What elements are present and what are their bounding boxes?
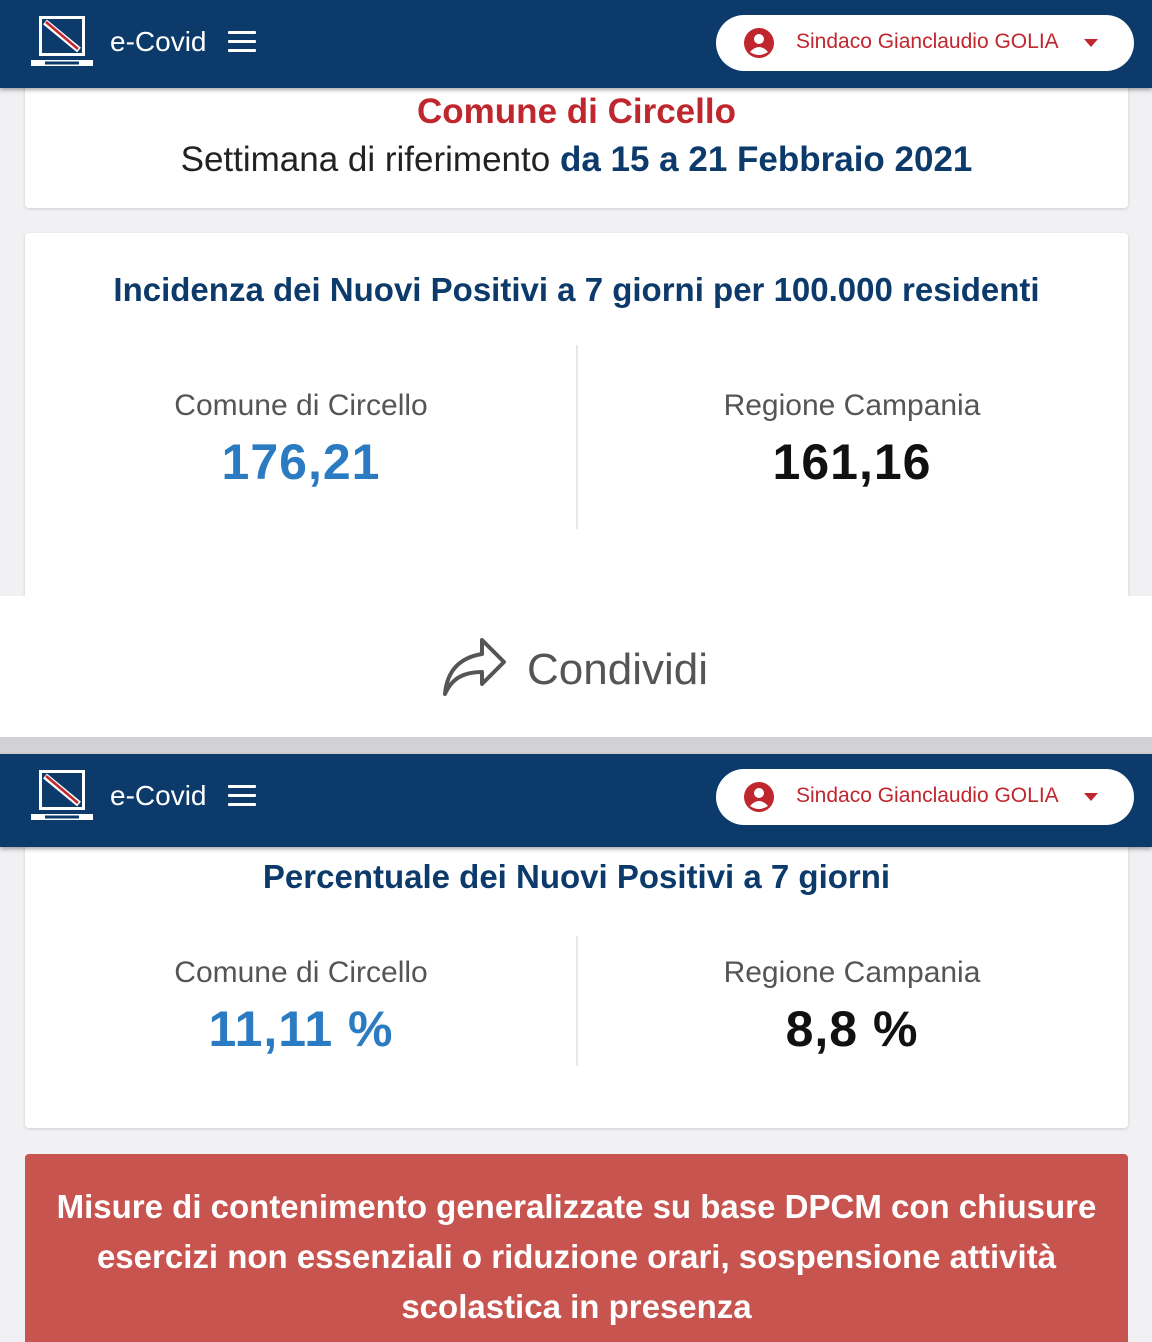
- top-navbar: [0, 754, 1152, 847]
- percentage-municipality-label: Comune di Circello: [174, 956, 428, 989]
- app-brand[interactable]: e-Covid: [110, 780, 207, 811]
- percentage-card: [25, 832, 1128, 1128]
- incidence-municipality-label: Comune di Circello: [174, 389, 428, 422]
- reference-week-prefix: Settimana di riferimento: [180, 140, 551, 179]
- caret-down-icon: [1084, 793, 1098, 801]
- incidence-title: Incidenza dei Nuovi Positivi a 7 giorni per 100.000 residenti: [113, 271, 1040, 308]
- caret-down-icon: [1084, 39, 1098, 47]
- top-navbar: [0, 0, 1152, 88]
- user-name: Sindaco Gianclaudio GOLIA: [796, 784, 1059, 807]
- screenshot-top: [0, 0, 1152, 596]
- incidence-region-label: Regione Campania: [723, 389, 981, 422]
- municipality-header-card: [25, 80, 1128, 208]
- incidence-municipality-value: 176,21: [221, 434, 381, 490]
- user-circle-icon: [744, 28, 774, 58]
- share-arrow-icon[interactable]: [442, 636, 508, 698]
- hamburger-menu-icon[interactable]: [228, 31, 256, 53]
- status-strip: [0, 737, 1152, 754]
- reference-week-range: da 15 a 21 Febbraio 2021: [559, 140, 973, 179]
- percentage-title: Percentuale dei Nuovi Positivi a 7 giorni: [262, 858, 891, 895]
- percentage-municipality-value: 11,11 %: [208, 1001, 394, 1057]
- reference-week: [25, 140, 1128, 180]
- municipality-title: Comune di Circello: [417, 92, 736, 131]
- screenshot-bottom: [0, 737, 1152, 1342]
- user-name: Sindaco Gianclaudio GOLIA: [796, 30, 1059, 53]
- incidence-card: [25, 233, 1128, 596]
- user-menu-button[interactable]: [716, 769, 1134, 825]
- incidence-region-value: 161,16: [772, 434, 932, 490]
- percentage-region-value: 8,8 %: [785, 1001, 919, 1057]
- user-circle-icon: [744, 782, 774, 812]
- containment-measures-alert: Misure di contenimento generalizzate su base DPCM con chiusure esercizi non essenziali o riduzione orari, sospensione attività scolastica in presenza: [25, 1154, 1128, 1342]
- user-menu-button[interactable]: [716, 15, 1134, 71]
- app-brand[interactable]: e-Covid: [110, 26, 207, 57]
- share-button[interactable]: Condividi: [527, 645, 708, 694]
- regione-campania-logo[interactable]: [31, 14, 93, 70]
- percentage-region-label: Regione Campania: [723, 956, 981, 989]
- hamburger-menu-icon[interactable]: [228, 785, 256, 807]
- regione-campania-logo[interactable]: [31, 768, 93, 824]
